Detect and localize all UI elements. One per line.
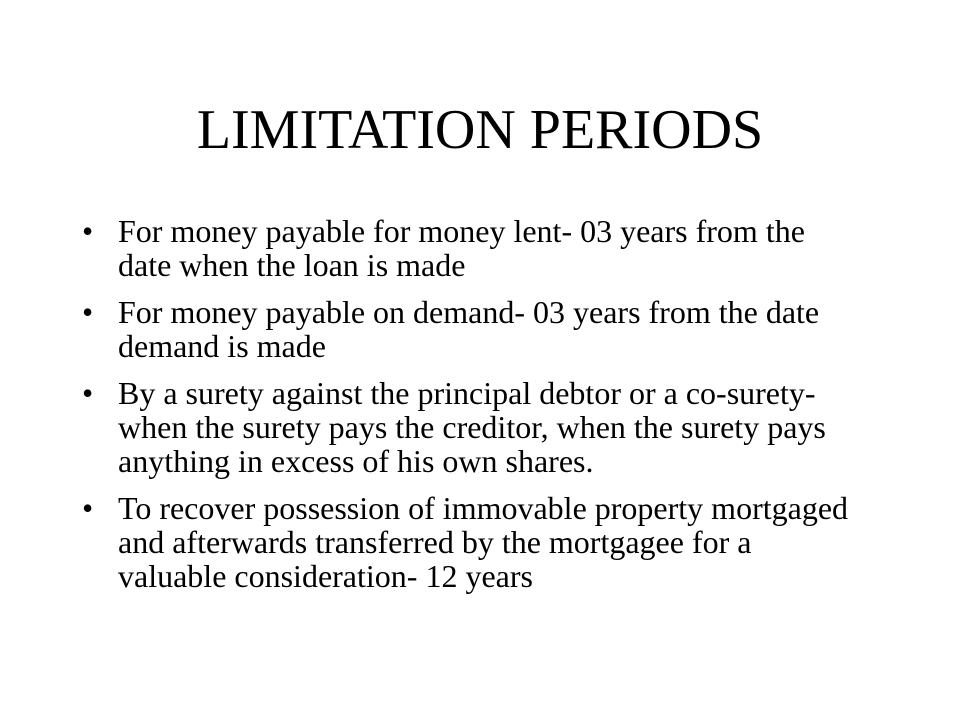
bullet-list xyxy=(80,214,860,606)
bullet-marker-icon: • xyxy=(82,213,94,249)
bullet-marker-icon: • xyxy=(82,294,94,330)
bullet-item xyxy=(80,295,860,363)
slide-title: LIMITATION PERIODS xyxy=(196,99,764,161)
bullet-text: For money payable for money lent- 03 years from the date when the loan is made xyxy=(118,213,805,283)
bullet-item xyxy=(80,491,860,593)
bullet-text: For money payable on demand- 03 years from the date demand is made xyxy=(118,294,820,364)
bullet-item xyxy=(80,214,860,282)
bullet-text: To recover possession of immovable property mortgaged and afterwards transferred by the mortgagee for a valuable consideration- 12 years xyxy=(118,490,849,594)
bullet-marker-icon: • xyxy=(82,490,94,526)
bullet-marker-icon: • xyxy=(82,375,94,411)
bullet-item xyxy=(80,376,860,478)
bullet-text: By a surety against the principal debtor or a co-surety- when the surety pays the creditor, when the surety pays anything in excess of his own shares. xyxy=(118,375,826,479)
